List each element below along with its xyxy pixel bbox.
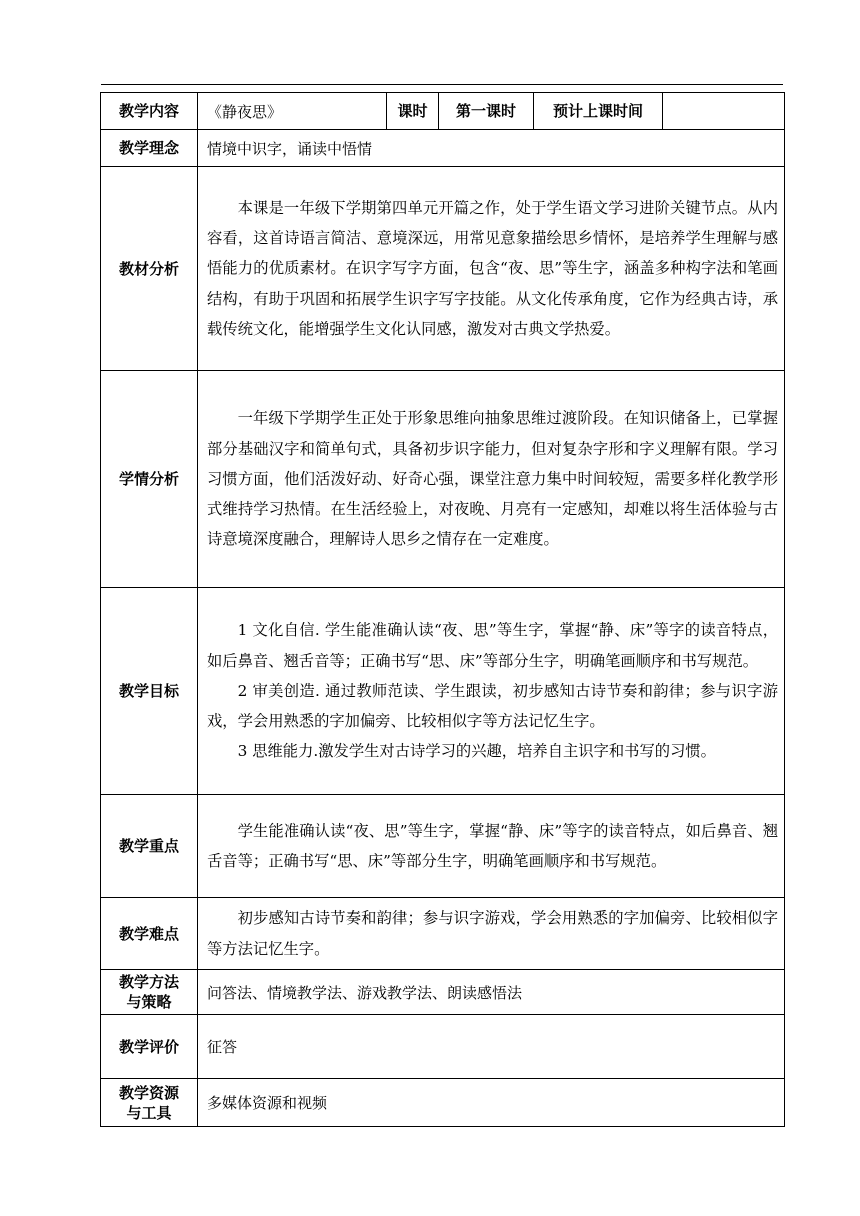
row-methods xyxy=(101,970,785,1015)
concept-label: 教学理念 xyxy=(101,130,198,167)
methods-label-line2: 与策略 xyxy=(126,993,172,1011)
schedule-label: 预计上课时间 xyxy=(534,93,663,130)
row-material xyxy=(101,167,785,371)
methods-label-line1: 教学方法 xyxy=(118,973,179,991)
period-label: 课时 xyxy=(387,93,439,130)
goals-paragraph-3: 3 思维能力.激发学生对古诗学习的兴趣，培养自主识字和书写的习惯。 xyxy=(237,742,716,761)
period-value: 第一课时 xyxy=(439,93,534,130)
row-evaluation xyxy=(101,1015,785,1079)
header-rule xyxy=(101,84,783,85)
difficulties-label: 教学难点 xyxy=(101,898,198,970)
evaluation-value: 征答 xyxy=(198,1015,785,1079)
lesson-plan-table xyxy=(100,92,785,1127)
resources-value: 多媒体资源和视频 xyxy=(198,1079,785,1127)
resources-label-line1: 教学资源 xyxy=(118,1083,179,1102)
difficulties-text xyxy=(198,898,785,970)
methods-value: 问答法、情境教学法、游戏教学法、朗读感悟法 xyxy=(198,970,785,1015)
row-goals xyxy=(101,588,785,795)
methods-label xyxy=(101,970,198,1015)
row-students xyxy=(101,371,785,588)
students-paragraph: 一年级下学期学生正处于形象思维向抽象思维过渡阶段。在知识储备上，已掌握部分基础汉字和简单句式，具备初步识字能力，但对复杂字形和字义理解有限。学习习惯方面，他们活泼好动、好奇心强，课堂注意力集中时间较短，需要多样化教学形式维持学习热情。在生活经验上，对夜晚、月亮有一定感知，却难以将生活体验与古诗意境深度融合，理解诗人思乡之情存在一定难度。 xyxy=(207,409,778,549)
concept-value: 情境中识字，诵读中悟情 xyxy=(198,130,785,167)
students-text xyxy=(198,371,785,588)
goals-paragraph-2: 2 审美创造. 通过教师范读、学生跟读，初步感知古诗节奏和韵律；参与识字游戏，学会用熟悉的字加偏旁、比较相似字等方法记忆生字。 xyxy=(207,681,778,731)
evaluation-label: 教学评价 xyxy=(101,1015,198,1079)
content-value: 《静夜思》 xyxy=(198,93,387,130)
material-paragraph: 本课是一年级下学期第四单元开篇之作，处于学生语文学习进阶关键节点。从内容看，这首诗语言简洁、意境深远，用常见意象描绘思乡情怀，是培养学生理解与感悟能力的优质素材。在识字写字方面，包含“夜、思”等生字，涵盖多种构字法和笔画结构，有助于巩固和拓展学生识字写字技能。从文化传承角度，它作为经典古诗，承载传统文化，能增强学生文化认同感，激发对古典文学热爱。 xyxy=(207,198,778,338)
students-label: 学情分析 xyxy=(101,371,198,588)
material-text xyxy=(198,167,785,371)
schedule-value xyxy=(663,93,785,130)
material-label: 教材分析 xyxy=(101,167,198,371)
row-key-points xyxy=(101,795,785,898)
row-content xyxy=(101,93,785,130)
goals-paragraph-1: 1 文化自信. 学生能准确认读“夜、思”等生字，掌握“静、床”等字的读音特点，如后鼻音、翘舌音等；正确书写“思、床”等部分生字，明确笔画顺序和书写规范。 xyxy=(207,621,778,670)
row-concept xyxy=(101,130,785,167)
content-label: 教学内容 xyxy=(101,93,198,130)
resources-label xyxy=(101,1079,198,1127)
resources-label-line2: 与工具 xyxy=(126,1103,172,1122)
key-points-text xyxy=(198,795,785,898)
row-resources xyxy=(101,1079,785,1127)
goals-label: 教学目标 xyxy=(101,588,198,795)
key-points-paragraph: 学生能准确认读“夜、思”等生字，掌握“静、床”等字的读音特点，如后鼻音、翘舌音等；正确书写“思、床”等部分生字，明确笔画顺序和书写规范。 xyxy=(207,821,778,870)
difficulties-paragraph: 初步感知古诗节奏和韵律；参与识字游戏，学会用熟悉的字加偏旁、比较相似字等方法记忆生字。 xyxy=(207,909,778,958)
row-difficulties xyxy=(101,898,785,970)
goals-text xyxy=(198,588,785,795)
key-points-label: 教学重点 xyxy=(101,795,198,898)
